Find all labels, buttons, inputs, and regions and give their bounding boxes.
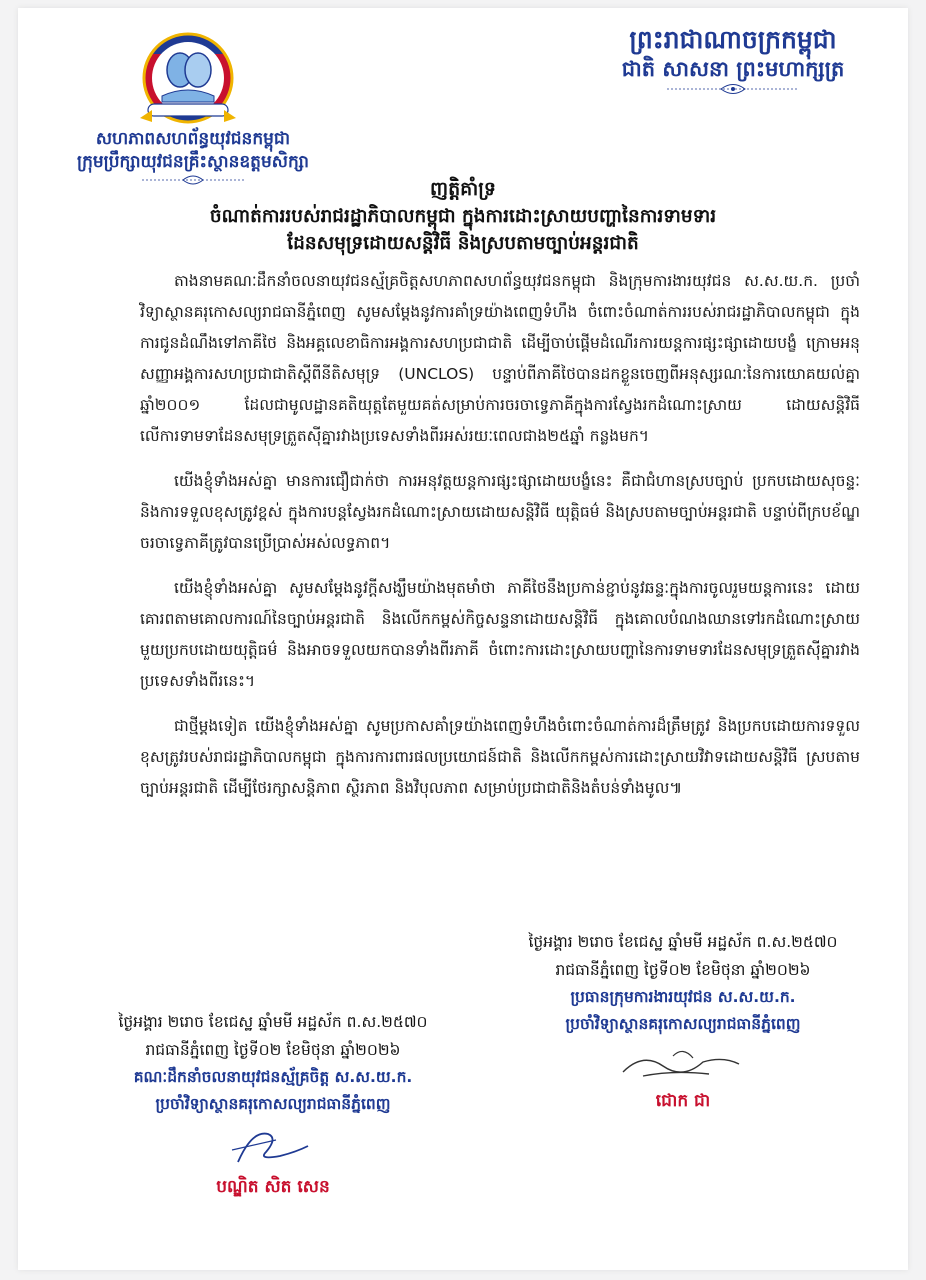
title-line1: ញត្តិគាំទ្រ	[430, 178, 496, 200]
signer-title-line1: ប្រធានក្រុមការងារយុវជន ស.ស.យ.ក.	[570, 988, 796, 1006]
signer-name: ជោក ជា	[655, 1091, 711, 1111]
paragraph-4: ជាថ្មីម្តងទៀត យើងខ្ញុំទាំងអស់គ្នា សូមប្រកាសគាំទ្រយ៉ាងពេញទំហឹងចំពោះចំណាត់ការដ៏ត្រឹមត្រូវ និងប្រកបដោយការទទួលខុសត្រូវរបស់រាជរដ្ឋាភិបាលកម្ពុជា ក្នុងការការពារផលប្រយោជន៍ជាតិ និងលើកកម្ពស់ការដោះស្រាយវិវាទដោយសន្តិវិធី ស្របតាមច្បាប់អន្តរជាតិ ដើម្បីថែរក្សាសន្តិភាព ស្ថិរភាព និងវិបុលភាព សម្រាប់ប្រជាជាតិនិងតំបន់ទាំងមូល៕	[140, 717, 860, 797]
date-lunar: ថ្ងៃអង្គារ ២រោច ខែជេស្ឋ ឆ្នាំមមី អដ្ឋស័ក ព.ស.២៥៧០	[118, 1013, 428, 1031]
document-title	[58, 176, 868, 257]
signature-block-right	[488, 928, 878, 1115]
document-body	[140, 266, 860, 818]
date-solar: រាជធានីភ្នំពេញ ថ្ងៃទី០២ ខែមិថុនា ឆ្នាំ២០២៦	[145, 1041, 401, 1059]
paragraph-2: យើងខ្ញុំទាំងអស់គ្នា មានការជឿជាក់ថា ការអនុវត្តយន្តការផ្សះផ្សាដោយបង្ខំនេះ គឺជាជំហានស្របច្បាប់ ប្រកបដោយសុចន្ទៈនិងការទទួលខុសត្រូវខ្ពស់ ក្នុងការបន្តស្វែងរកដំណោះស្រាយដោយសន្តិវិធី យុត្តិធម៌ និងស្របតាមច្បាប់អន្តរជាតិ បន្ទាប់ពីក្របខ័ណ្ឌចរចាទ្វេភាគីត្រូវបានប្រើប្រាស់អស់លទ្ធភាព។	[140, 472, 860, 552]
signer-title-line1: គណៈដឹកនាំចលនាយុវជនស្ម័គ្រចិត្ត ស.ស.យ.ក.	[133, 1068, 413, 1086]
signer-name: បណ្ឌិត សិត សេន	[216, 1177, 330, 1197]
motto-line1: ព្រះរាជាណាចក្រកម្ពុជា	[629, 25, 837, 54]
paragraph-3: យើងខ្ញុំទាំងអស់គ្នា សូមសម្តែងនូវក្តីសង្ឃឹមយ៉ាងមុតមាំថា ភាគីថៃនឹងប្រកាន់ខ្ជាប់នូវឆន្ទៈក្នុងការចូលរួមយន្តការនេះ ដោយគោរពតាមគោលការណ៍នៃច្បាប់អន្តរជាតិ និងលើកកម្ពស់កិច្ចសន្ទនាដោយសន្តិវិធី ក្នុងគោលបំណងឈានទៅរកដំណោះស្រាយមួយប្រកបដោយយុត្តិធម៌ និងអាចទទួលយកបានទាំងពីរភាគី ចំពោះការដោះស្រាយបញ្ហានៃការទាមទារដែនសមុទ្រត្រួតស៊ីគ្នារវាងប្រទេសទាំងពីរនេះ។	[140, 579, 860, 690]
date-lunar: ថ្ងៃអង្គារ ២រោច ខែជេស្ឋ ឆ្នាំមមី អដ្ឋស័ក ព.ស.២៥៧០	[528, 933, 838, 951]
signer-title-line2: ប្រចាំវិទ្យាស្ថានគរុកោសល្យរាជធានីភ្នំពេញ	[155, 1095, 391, 1113]
flourish-ornament-icon	[663, 82, 803, 96]
date-solar: រាជធានីភ្នំពេញ ថ្ងៃទី០២ ខែមិថុនា ឆ្នាំ២០២៦	[555, 961, 811, 979]
signature-block-left	[78, 1008, 468, 1201]
signer-title-line2: ប្រចាំវិទ្យាស្ថានគរុកោសល្យរាជធានីភ្នំពេញ	[565, 1015, 801, 1033]
national-motto	[558, 24, 908, 96]
org-name-line2: ក្រុមប្រឹក្សាយុវជនគ្រឹះស្ថានឧត្តមសិក្សា	[77, 152, 309, 172]
handwritten-signature-icon	[218, 1122, 328, 1172]
title-line3: ដែនសមុទ្រដោយសន្តិវិធី និងស្របតាមច្បាប់អន្តរជាតិ	[287, 233, 639, 254]
paragraph-1: តាងនាមគណៈដឹកនាំចលនាយុវជនស្ម័គ្រចិត្តសហភាពសហព័ន្ធយុវជនកម្ពុជា និងក្រុមការងារយុវជន ស.ស.យ.ក. ប្រចាំវិទ្យាស្ថានគរុកោសល្យរាជធានីភ្នំពេញ សូមសម្តែងនូវការគាំទ្រយ៉ាងពេញទំហឹង ចំពោះចំណាត់ការរបស់រាជរដ្ឋាភិបាលកម្ពុជា ក្នុងការជូនដំណឹងទៅភាគីថៃ និងអគ្គលេខាធិការអង្គការសហប្រជាជាតិ ដើម្បីចាប់ផ្តើមដំណើរការយន្តការផ្សះផ្សាដោយបង្ខំ ក្រោមអនុសញ្ញាអង្គការសហប្រជាជាតិស្តីពីនីតិសមុទ្រ (UNCLOS) បន្ទាប់ពីភាគីថៃបានដកខ្លួនចេញពីអនុស្សរណៈនៃការយោគយល់គ្នាឆ្នាំ២០០១ ដែលជាមូលដ្ឋានគតិយុត្តតែមួយគត់សម្រាប់ការចរចាទ្វេភាគីក្នុងការស្វែងរកដំណោះស្រាយ ដោយសន្តិវិធីលើការទាមទាដែនសមុទ្រត្រួតស៊ីគ្នារវាងប្រទេសទាំងពីរអស់រយៈពេលជាង២៥ឆ្នាំ កន្លងមក។	[140, 272, 860, 445]
org-name-line1: សហភាពសហព័ន្ធយុវជនកម្ពុជា	[95, 129, 291, 149]
handwritten-signature-icon	[613, 1042, 753, 1086]
motto-line2: ជាតិ សាសនា ព្រះមហាក្សត្រ	[621, 57, 845, 81]
title-line2: ចំណាត់ការរបស់រាជរដ្ឋាភិបាលកម្ពុជា ក្នុងការដោះស្រាយបញ្ហានៃការទាមទារ	[209, 206, 717, 227]
organization-logo-icon	[118, 26, 258, 130]
document-page	[18, 8, 908, 1270]
